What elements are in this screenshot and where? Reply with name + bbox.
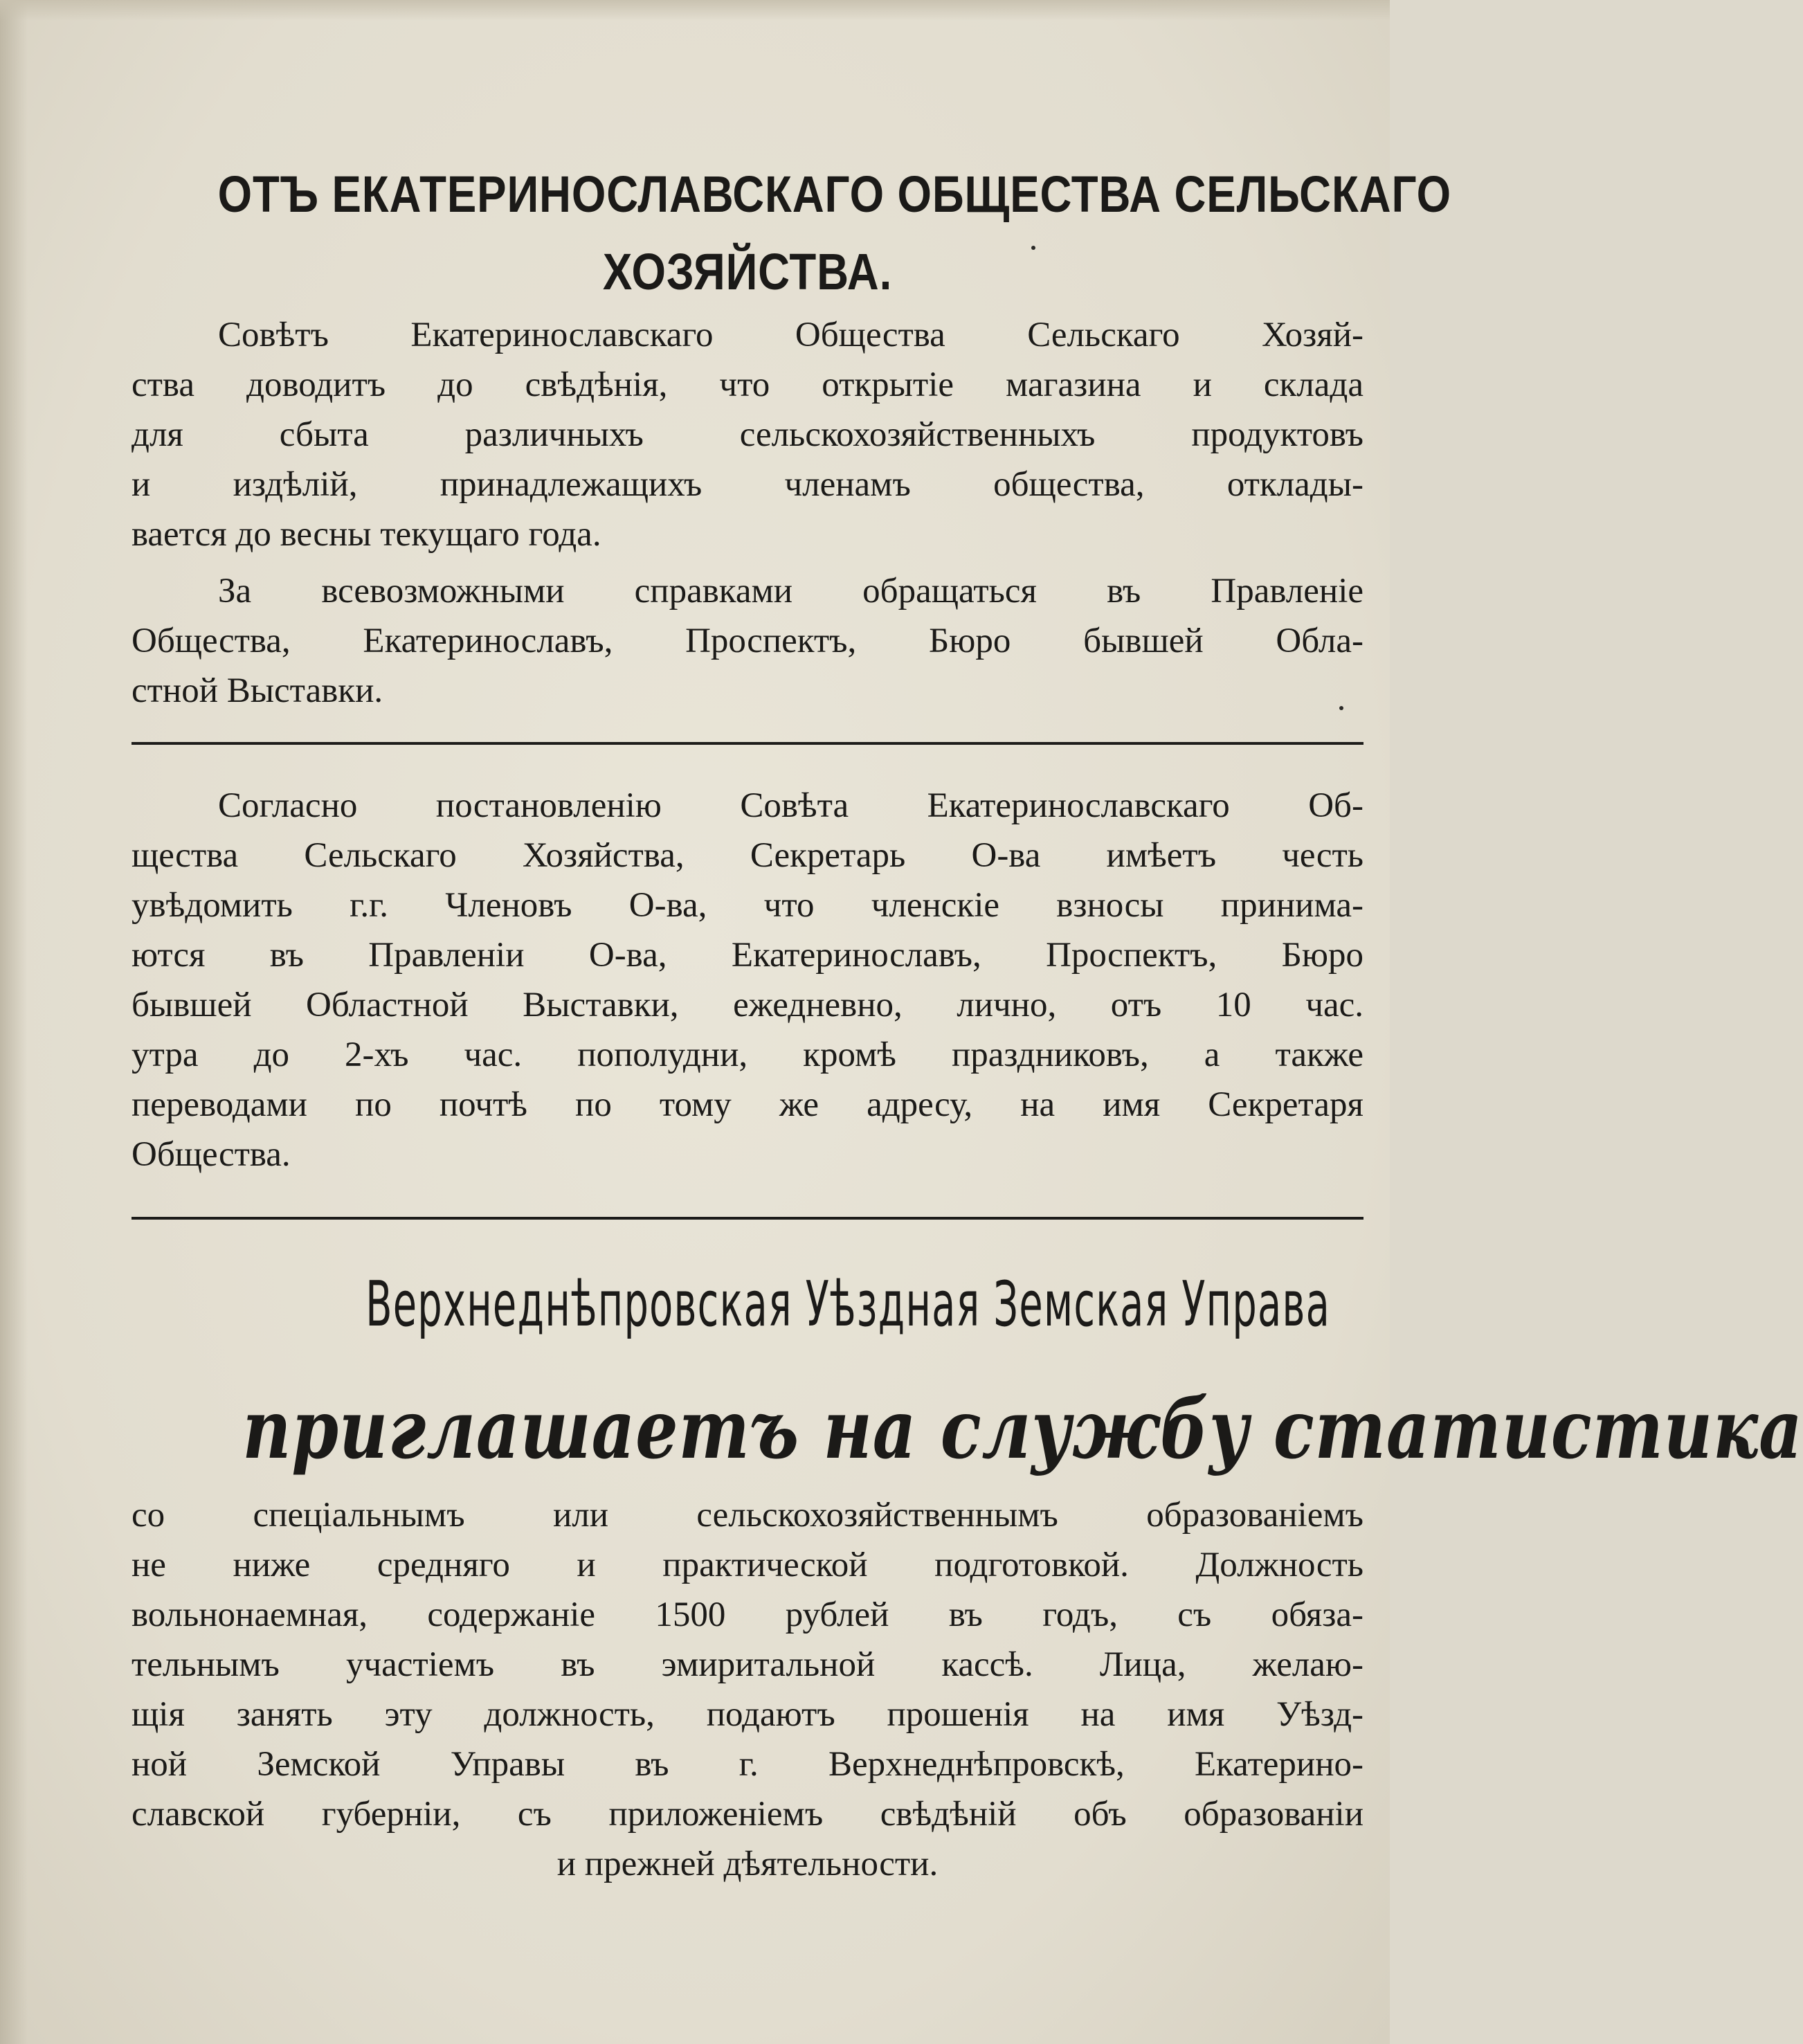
paragraph-line: увѣдомить г.г. Членовъ О-ва, что членскіе взносы принима-: [132, 886, 1363, 925]
society-heading: [217, 156, 1451, 311]
paragraph-line: и издѣлій, принадлежащихъ членамъ общества, отклады-: [132, 465, 1363, 504]
paragraph-line: переводами по почтѣ по тому же адресу, на имя Секретаря: [132, 1085, 1363, 1124]
inquiries-paragraph: [132, 566, 1363, 716]
page-edge-shadow-top: [0, 0, 1390, 21]
paragraph-line: ства доводитъ до свѣдѣнія, что открытіе магазина и склада: [132, 365, 1363, 404]
paragraph-line: Совѣтъ Екатеринославскаго Общества Сельскаго Хозяй-: [218, 316, 1363, 354]
page-edge-shadow-left: [0, 0, 28, 2044]
membership-fees-paragraph: [132, 781, 1363, 1179]
paragraph-line: со спеціальнымъ или сельскохозяйственнымъ образованіемъ: [132, 1496, 1363, 1535]
paragraph-line: стной Выставки.: [132, 671, 383, 710]
paragraph-line: ной Земской Управы въ г. Верхнеднѣпровскѣ, Екатерино-: [132, 1745, 1363, 1784]
paragraph-line: Общества, Екатеринославъ, Проспектъ, Бюро бывшей Обла-: [132, 622, 1363, 660]
paragraph-line: ются въ Правленіи О-ва, Екатеринославъ, Проспектъ, Бюро: [132, 936, 1363, 975]
paragraph-line: не ниже средняго и практической подготовкой. Должность: [132, 1546, 1363, 1584]
section-divider: [132, 1217, 1363, 1220]
job-invitation-headline: приглашаетъ на службу статистика: [242, 1381, 1803, 1477]
paragraph-line: Согласно постановленію Совѣта Екатеринославскаго Об-: [218, 786, 1363, 825]
society-heading-line-1: ОТЪ ЕКАТЕРИНОСЛАВСКАГО ОБЩЕСТВА СЕЛЬСКАГО: [217, 165, 1451, 223]
society-heading-line-2: ХОЗЯЙСТВА.: [602, 243, 893, 300]
print-speck: [1031, 246, 1035, 250]
paragraph-line: вается до весны текущаго года.: [132, 515, 601, 554]
paragraph-line: щія занять эту должность, подаютъ прошенія на имя Уѣзд-: [132, 1695, 1363, 1734]
store-postponement-paragraph: [132, 310, 1363, 559]
paragraph-line: утра до 2-хъ час. пополудни, кромѣ праздниковъ, а также: [132, 1035, 1363, 1074]
paragraph-line: За всевозможными справками обращаться въ Правленіе: [218, 572, 1363, 611]
statistician-job-paragraph: [132, 1490, 1363, 1889]
paragraph-line: щества Сельскаго Хозяйства, Секретарь О-ва имѣетъ честь: [132, 836, 1363, 875]
paragraph-line: Общества.: [132, 1135, 291, 1174]
zemstvo-board-title: Верхнеднѣпровская Уѣздная Земская Управа: [365, 1268, 1331, 1341]
paragraph-line: тельнымъ участіемъ въ эмиритальной кассѣ. Лица, желаю-: [132, 1645, 1363, 1684]
paragraph-line: для сбыта различныхъ сельскохозяйственныхъ продуктовъ: [132, 415, 1363, 454]
section-divider: [132, 742, 1363, 745]
paragraph-line: бывшей Областной Выставки, ежедневно, лично, отъ 10 час.: [132, 986, 1363, 1024]
paragraph-line: славской губерніи, съ приложеніемъ свѣдѣній объ образованіи: [132, 1795, 1363, 1834]
paragraph-line: и прежней дѣятельности.: [556, 1845, 939, 1883]
paragraph-line: вольнонаемная, содержаніе 1500 рублей въ годъ, съ обяза-: [132, 1595, 1363, 1634]
print-speck: [1339, 706, 1343, 710]
